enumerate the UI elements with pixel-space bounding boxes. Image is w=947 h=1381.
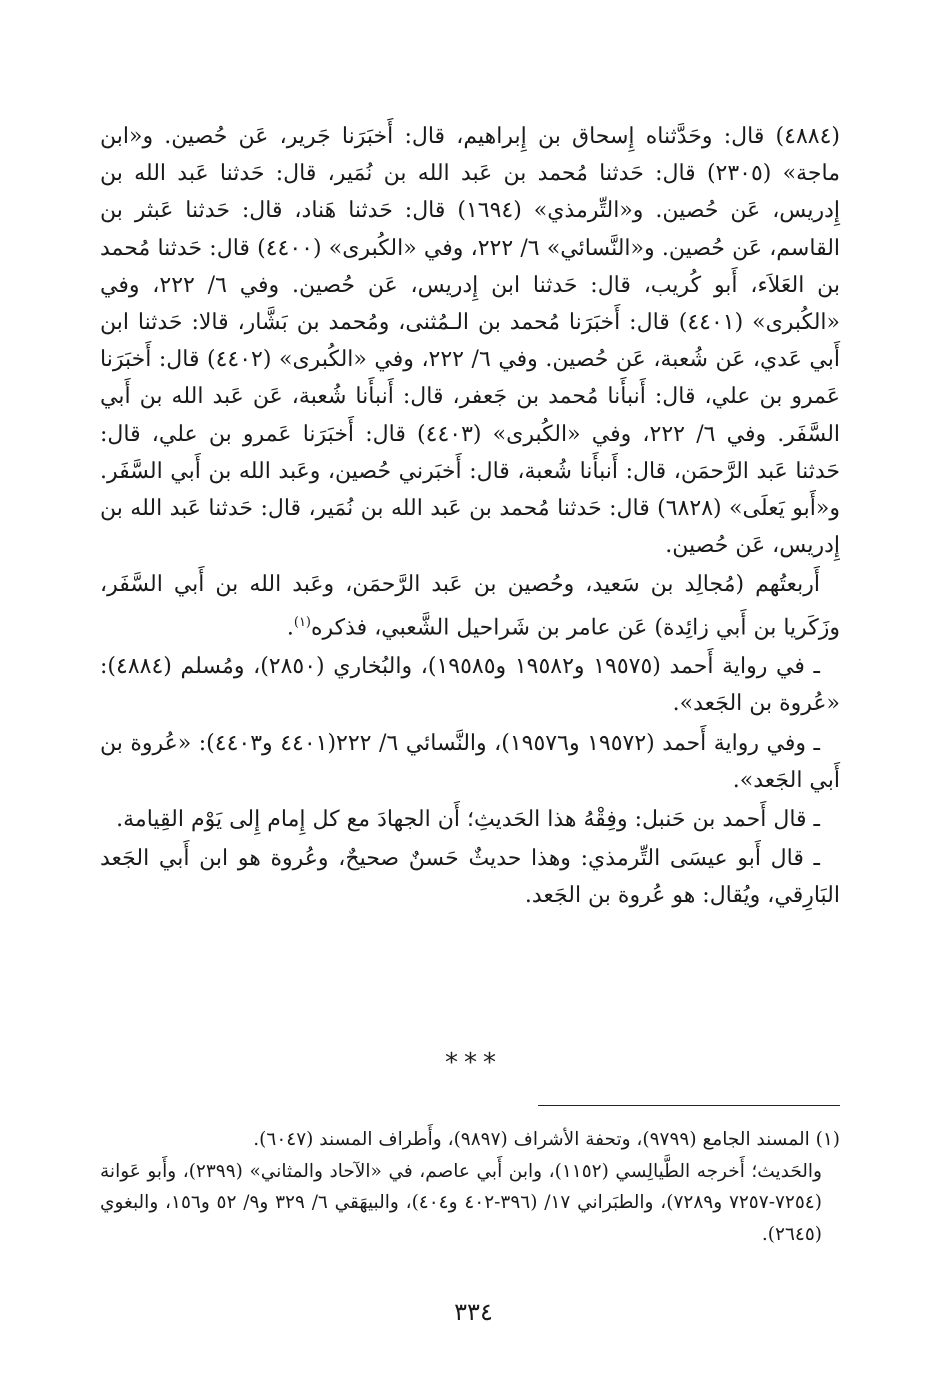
footnote-1: (١) المسند الجامع (٩٧٩٩)، وتحفة الأشراف (٩٨٩٧)، وأَطراف المسند (٦٠٤٧). xyxy=(253,1129,840,1150)
section-separator: *** xyxy=(445,1048,502,1078)
main-text xyxy=(100,118,840,915)
footnotes xyxy=(100,1124,840,1250)
tirmidhi-comment: ـ قال أَبو عيسَى التِّرمذي: وهذا حديثٌ حَسنٌ صحيحٌ، وعُروة هو ابن أَبي الجَعد البَارِقي، ويُقال: هو عُروة بن الجَعد. xyxy=(100,846,840,909)
variant-note-2: ـ وفي رواية أَحمد (١٩٥٧٢ و١٩٥٧٦)، والنَّسائي ٦/ ٢٢٢(٤٤٠١ و٤٤٠٣): «عُروة بن أَبي الجَعد». xyxy=(100,730,840,793)
page-number: ٣٣٤ xyxy=(454,1298,493,1326)
narrators-text: أَربعتُهم (مُجالِد بن سَعيد، وحُصين بن عَبد الرَّحمَن، وعَبد الله بن أَبي السَّفَر، وزَكَريا بن أَبي زائِدة) عَن عامر بن شَراحيل الشَّعبي، فذكره xyxy=(100,572,840,640)
variant-note-1: ـ في رواية أَحمد (١٩٥٧٥ و١٩٥٨٢ و١٩٥٨٥)، والبُخاري (٢٨٥٠)، ومُسلم (٤٨٨٤): «عُروة بن الجَعد». xyxy=(100,654,840,717)
footnote-marker: (١) xyxy=(293,614,311,630)
ahmad-comment: ـ قال أَحمد بن حَنبل: وفِقْهُ هذا الحَديثِ؛ أَن الجهادَ مع كل إِمام إِلى يَوْم القِيامة. xyxy=(116,806,820,832)
footnote-rule xyxy=(538,1105,840,1106)
narrators-paragraph xyxy=(100,566,840,646)
hadith-chain-paragraph: (٤٨٨٤) قال: وحَدَّثناه إِسحاق بن إِبراهيم، قال: أَخبَرَنا جَرير، عَن حُصين. و«ابن ماجة» (٢٣٠٥) قال: حَدثنا مُحمد بن عَبد الله بن نُمَير، قال: حَدثنا عَبد الله بن إِدريس، عَن حُصين. و«التِّرمذي» (١٦٩٤) قال: حَدثنا هَناد، قال: حَدثنا عَبثر بن القاسم، عَن حُصين. و«النَّسائي» ٦/ ٢٢٢، وفي «الكُبرى» (٤٤٠٠) قال: حَدثنا مُحمد بن العَلاَء، أَبو كُريب، قال: حَدثنا ابن إِدريس، عَن حُصين. وفي ٦/ ٢٢٢، وفي «الكُبرى» (٤٤٠١) قال: أَخبَرَنا مُحمد بن الـمُثنى، ومُحمد بن بَشَّار، قالا: حَدثنا ابن أَبي عَدي، عَن شُعبة، عَن حُصين. وفي ٦/ ٢٢٢، وفي «الكُبرى» (٤٤٠٢) قال: أَخبَرَنا عَمرو بن علي، قال: أَنبأَنا مُحمد بن جَعفر، قال: أَنبأَنا شُعبة، عَن عَبد الله بن أَبي السَّفَر. وفي ٦/ ٢٢٢، وفي «الكُبرى» (٤٤٠٣) قال: أَخبَرَنا عَمرو بن علي، قال: حَدثنا عَبد الرَّحمَن، قال: أَنبأَنا شُعبة، قال: أَخبَرني حُصين، وعَبد الله بن أَبي السَّفَر. و«أَبو يَعلَى» (٦٨٢٨) قال: حَدثنا مُحمد بن عَبد الله بن نُمَير، قال: حَدثنا عَبد الله بن إِدريس، عَن حُصين. xyxy=(100,124,841,559)
narrators-end: . xyxy=(286,614,294,640)
footnote-1-continuation: والحَديث؛ أَخرجه الطَّيالِسي (١١٥٢)، وابن أَبي عاصم، في «الآحاد والمثاني» (٢٣٩٩)، وأَبو عَوانة (٧٢٥٤-٧٢٥٧ و٧٢٨٩)، والطبَراني ١٧/ (٣٩٦-٤٠٢ و٤٠٤)، والبيهَقي ٦/ ٣٢٩ و٩/ ٥٢ و١٥٦، والبغوي (٢٦٤٥). xyxy=(100,1160,822,1245)
